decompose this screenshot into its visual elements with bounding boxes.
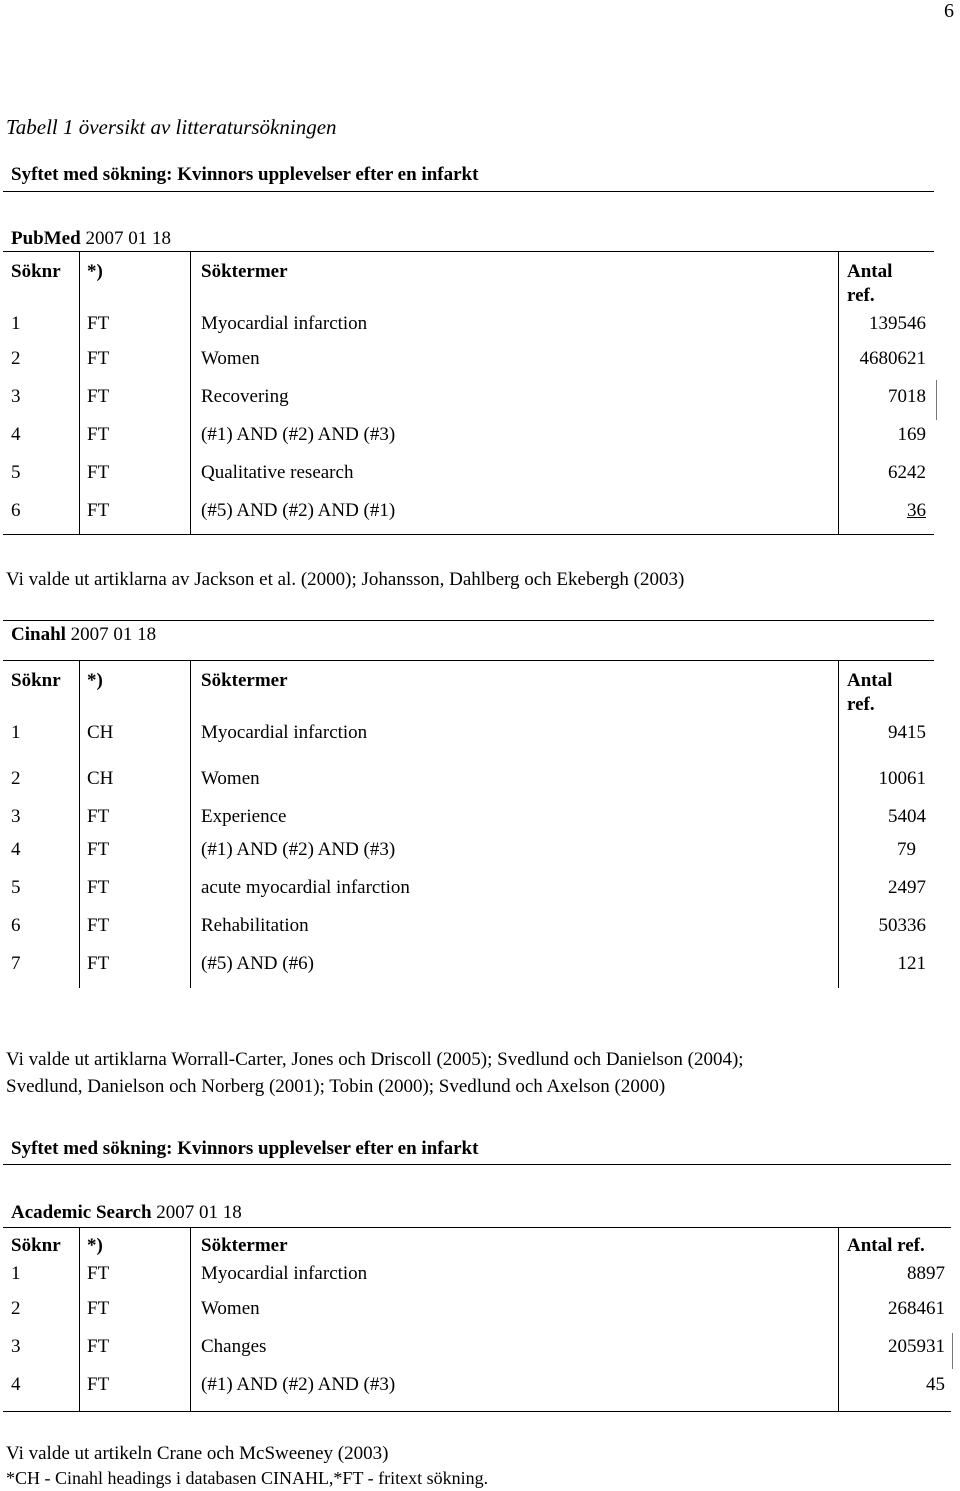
row-number: 1	[11, 1263, 21, 1284]
row-term: (#1) AND (#2) AND (#3)	[201, 424, 396, 445]
edge-mark	[936, 380, 937, 420]
edge-mark	[952, 1333, 953, 1369]
row-number: 3	[11, 1336, 21, 1357]
search-date: 2007 01 18	[65, 624, 157, 645]
header-soktermer: Söktermer	[201, 670, 288, 691]
divider	[3, 251, 934, 252]
row-type: FT	[87, 1374, 110, 1395]
divider	[3, 660, 934, 661]
purpose-heading: Syftet med sökning: Kvinnors upplevelser efter en infarkt	[11, 164, 479, 185]
header-soknr: Söknr	[11, 261, 61, 282]
row-type: FT	[87, 313, 110, 334]
row-count: 205931	[888, 1336, 945, 1357]
row-count: 6242	[888, 462, 926, 483]
row-number: 4	[11, 1374, 21, 1395]
row-type: FT	[87, 839, 110, 860]
row-count: 7018	[888, 386, 926, 407]
header-star: *)	[87, 1235, 103, 1256]
database-name: Cinahl	[11, 624, 66, 645]
header-soknr: Söknr	[11, 1235, 61, 1256]
header-ref: ref.	[847, 694, 875, 715]
row-number: 4	[11, 839, 21, 860]
column-divider	[190, 661, 191, 988]
row-term: Recovering	[201, 386, 289, 407]
row-term: Myocardial infarction	[201, 722, 368, 743]
row-term: Qualitative research	[201, 462, 354, 483]
search-date: 2007 01 18	[151, 1202, 242, 1223]
divider	[3, 1164, 951, 1165]
database-heading-pubmed	[11, 228, 171, 250]
row-type: FT	[87, 1336, 110, 1357]
header-star: *)	[87, 261, 103, 282]
row-term: Changes	[201, 1336, 267, 1357]
column-divider	[838, 252, 839, 534]
row-number: 6	[11, 500, 21, 521]
search-date: 2007 01 18	[80, 228, 171, 249]
row-number: 5	[11, 462, 21, 483]
column-divider	[838, 1228, 839, 1412]
purpose-heading: Syftet med sökning: Kvinnors upplevelser efter en infarkt	[11, 1138, 479, 1159]
row-type: FT	[87, 953, 110, 974]
table-title: Tabell 1 översikt av litteratursökningen	[6, 115, 337, 139]
row-number: 3	[11, 806, 21, 827]
column-divider	[838, 661, 839, 988]
row-number: 1	[11, 722, 21, 743]
row-count: 5404	[888, 806, 926, 827]
row-type: CH	[87, 722, 114, 743]
row-term: (#1) AND (#2) AND (#3)	[201, 839, 396, 860]
row-count: 50336	[878, 915, 926, 936]
database-heading-academic	[11, 1202, 242, 1224]
row-count: 10061	[878, 768, 926, 789]
selection-text-cinahl-line2: Svedlund, Danielson och Norberg (2001); Tobin (2000); Svedlund och Axelson (2000)	[6, 1076, 666, 1097]
column-divider	[79, 1228, 80, 1412]
row-term: Myocardial infarction	[201, 1263, 368, 1284]
row-count: 169	[897, 424, 926, 445]
row-number: 7	[11, 953, 21, 974]
selection-text-academic: Vi valde ut artikeln Crane och McSweeney (2003)	[6, 1443, 389, 1464]
row-number: 4	[11, 424, 21, 445]
row-count: 4680621	[859, 348, 926, 369]
row-term: (#5) AND (#2) AND (#1)	[201, 500, 396, 521]
divider	[3, 191, 934, 192]
row-type: FT	[87, 806, 110, 827]
row-number: 2	[11, 348, 21, 369]
row-term: Experience	[201, 806, 287, 827]
selection-text-pubmed: Vi valde ut artiklarna av Jackson et al. (2000); Johansson, Dahlberg och Ekebergh (2003)	[6, 569, 685, 590]
header-antal-ref: Antal ref.	[847, 1235, 925, 1256]
row-type: FT	[87, 386, 110, 407]
row-number: 5	[11, 877, 21, 898]
divider	[3, 1227, 951, 1228]
row-number: 1	[11, 313, 21, 334]
row-term: Women	[201, 768, 260, 789]
database-name: Academic Search	[11, 1202, 152, 1223]
column-divider	[79, 661, 80, 988]
divider	[3, 1411, 951, 1412]
row-count: 45	[926, 1374, 945, 1395]
column-divider	[190, 252, 191, 534]
row-type: FT	[87, 915, 110, 936]
row-type: FT	[87, 348, 110, 369]
row-count: 139546	[869, 313, 926, 334]
row-count: 121	[897, 953, 926, 974]
row-term: Rehabilitation	[201, 915, 309, 936]
row-term: Myocardial infarction	[201, 313, 368, 334]
header-ref: ref.	[847, 285, 875, 306]
row-number: 6	[11, 915, 21, 936]
row-count: 79	[897, 839, 916, 860]
row-type: FT	[87, 1298, 110, 1319]
row-count: 9415	[888, 722, 926, 743]
divider	[3, 620, 934, 621]
row-term: (#5) AND (#6)	[201, 953, 314, 974]
row-type: FT	[87, 462, 110, 483]
row-type: FT	[87, 424, 110, 445]
header-soktermer: Söktermer	[201, 1235, 288, 1256]
row-type: FT	[87, 1263, 110, 1284]
footnote: *CH - Cinahl headings i databasen CINAHL,*FT - fritext sökning.	[6, 1468, 489, 1488]
row-type: FT	[87, 500, 110, 521]
row-count: 268461	[888, 1298, 945, 1319]
header-antal: Antal	[847, 670, 893, 691]
row-term: Women	[201, 348, 260, 369]
row-number: 2	[11, 768, 21, 789]
divider	[3, 534, 934, 535]
row-count: 8897	[907, 1263, 945, 1284]
database-name: PubMed	[11, 228, 81, 249]
header-star: *)	[87, 670, 103, 691]
row-term: acute myocardial infarction	[201, 877, 410, 898]
row-term: (#1) AND (#2) AND (#3)	[201, 1374, 396, 1395]
row-number: 2	[11, 1298, 21, 1319]
header-antal: Antal	[847, 261, 893, 282]
row-count: 2497	[888, 877, 926, 898]
page-number: 6	[944, 0, 954, 22]
column-divider	[190, 1228, 191, 1412]
row-term: Women	[201, 1298, 260, 1319]
row-type: FT	[87, 877, 110, 898]
row-type: CH	[87, 768, 114, 789]
header-soktermer: Söktermer	[201, 261, 288, 282]
database-heading-cinahl	[11, 624, 156, 646]
column-divider	[79, 252, 80, 534]
selection-text-cinahl-line1: Vi valde ut artiklarna Worrall-Carter, Jones och Driscoll (2005); Svedlund och Danielson (2004);	[6, 1049, 744, 1070]
header-soknr: Söknr	[11, 670, 61, 691]
row-number: 3	[11, 386, 21, 407]
row-count: 36	[907, 500, 926, 521]
